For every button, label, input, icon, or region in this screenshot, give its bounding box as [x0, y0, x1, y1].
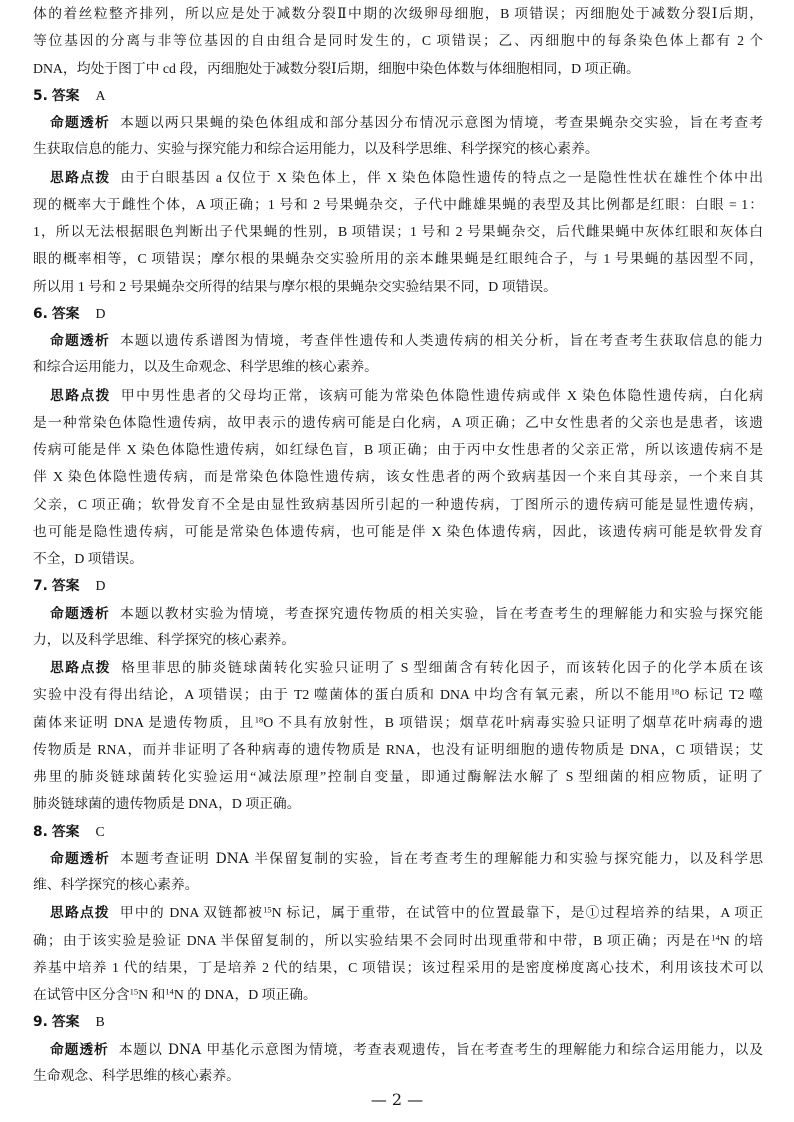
answer-value: D — [95, 578, 106, 594]
hint-line — [33, 927, 763, 954]
hint-text: N 的 DNA，D 项正确。 — [173, 987, 317, 1002]
hint-line: 1，所以无法根据眼色判断出子代果蝇的性别，B 项错误；1 号和 2 号果蝇杂交，后代雌果蝇中灰体红眼和灰体白 — [33, 224, 763, 239]
hint-text: O 不具有放射性，B 项错误；烟草花叶病毒实验只证明了烟草花叶病毒的遗 — [263, 714, 763, 730]
analysis-text: 本题以教材实验为情境，考查探究遗传物质的相关实验，旨在考查考生的理解能力和实验与探究能 — [119, 605, 764, 622]
analysis-line: 生命观念、科学思维的核心素养。 — [33, 1067, 240, 1084]
analysis-line — [33, 845, 763, 872]
hint-line — [33, 981, 763, 1008]
analysis-line: 生获取信息的能力、实验与探究能力和综合运用能力，以及科学思维、科学探究的核心素养。 — [33, 141, 599, 158]
question-number: 7. — [33, 578, 48, 595]
hint-line: 是一种常染色体隐性遗传病，故甲表示的遗传病可能是白化病，A 项正确；乙中女性患者的父亲也是患者，该遗 — [33, 414, 763, 430]
question-8 — [33, 818, 763, 1009]
answer-line — [33, 1008, 763, 1035]
question-6 — [33, 300, 763, 573]
hint-line: 也可能是隐性遗传病，可能是常染色体遗传病，也可能是伴 X 染色体遗传病，因此，该遗传病可能是软骨发育 — [33, 523, 763, 539]
answer-value: D — [95, 305, 106, 321]
hint-line: 眼的概率相等，C 项错误；摩尔根的果蝇杂交实验所用的亲本雌果蝇是红眼纯合子，与 1 号果蝇的基因型不同， — [33, 251, 763, 267]
answer-label: 答案 — [51, 305, 80, 322]
hint-text: 实验中没有得出结论，A 项错误；由于 T2 噬菌体的蛋白质和 DNA 中均含有氧元素，所以不能用 — [33, 687, 671, 703]
analysis-label: 命题透析 — [50, 850, 110, 867]
question-7 — [33, 572, 763, 817]
analysis-line: 维、科学探究的核心素养。 — [33, 877, 199, 893]
analysis-text: 本题以遗传系谱图为情境，考查伴性遗传和人类遗传病的相关分析，旨在考查考生获取信息的能力 — [119, 333, 764, 349]
isotope-mass-number: 15 — [263, 904, 272, 915]
analysis-line: 和综合运用能力，以及生命观念、科学思维的核心素养。 — [33, 359, 378, 376]
analysis-text: 本题考查证明 DNA 半保留复制的实验，旨在考查考生的理解能力和实验与探究能力，以及科学思 — [120, 850, 763, 867]
question-number: 6. — [33, 305, 48, 322]
hint-line: 父亲，C 项正确；软骨发育不全是由显性致病基因所引起的一种遗传病，丁图所示的遗传病可能是显性遗传病， — [33, 496, 763, 512]
hint-text: N 和 — [138, 987, 166, 1002]
question-number: 8. — [33, 823, 48, 840]
answer-label: 答案 — [51, 823, 80, 840]
question-number: 5. — [33, 87, 48, 104]
hint-line — [33, 681, 763, 708]
intro-line: DNA，均处于图丁中 cd 段，丙细胞处于减数分裂Ⅰ后期，细胞中染色体数与体细胞相同，D 项正确。 — [33, 60, 640, 76]
hint-text: 甲中男性患者的父母均正常，该病可能为常染色体隐性遗传病或伴 X 染色体隐性遗传病，白化病 — [120, 387, 763, 403]
isotope-mass-number: 18 — [670, 686, 680, 697]
analysis-text: 本题以两只果蝇的染色体组成和部分基因分布情况示意图为情境，考查果蝇杂交实验，旨在考查考 — [119, 115, 764, 131]
hint-label: 思路点拨 — [50, 905, 110, 922]
analysis-line — [33, 600, 763, 627]
hint-line — [33, 382, 763, 409]
hint-text: 确；由于该实验是验证 DNA 半保留复制的，所以实验结果不会同时出现重带和中带，B 项正确；丙是在 — [33, 932, 712, 948]
hint-line — [33, 899, 763, 926]
page-number: — 2 — — [370, 1090, 424, 1109]
question-5 — [33, 82, 763, 300]
answer-line — [33, 82, 763, 109]
isotope-mass-number: 14 — [711, 931, 720, 942]
intro-paragraph — [33, 0, 763, 82]
answer-label: 答案 — [51, 87, 80, 104]
analysis-line — [33, 1036, 763, 1063]
hint-line: 现的概率大于雌性个体，A 项正确；1 号和 2 号果蝇杂交，子代中雌雄果蝇的表型及其比例都是红眼：白眼 = 1： — [33, 196, 763, 212]
hint-line — [33, 654, 763, 681]
analysis-text: 本题以 DNA 甲基化示意图为情境，考查表观遗传，旨在考查考生的理解能力和综合运用能力，以及 — [118, 1041, 764, 1058]
hint-line — [33, 164, 763, 191]
answer-value: A — [95, 87, 106, 103]
hint-line: 所以用 1 号和 2 号果蝇杂交所得的结果与摩尔根的果蝇杂交实验结果不同，D 项错误。 — [33, 278, 557, 294]
hint-line: 传物质是 RNA，而并非证明了各种病毒的遗传物质是 RNA，也没有证明细胞的遗传物质是 DNA，C 项错误；艾 — [33, 741, 763, 757]
analysis-label: 命题透析 — [50, 115, 110, 131]
hint-line — [33, 709, 763, 736]
answer-line — [33, 572, 763, 599]
isotope-mass-number: 18 — [254, 713, 264, 724]
analysis-label: 命题透析 — [50, 605, 110, 622]
hint-line: 传病可能是伴 X 染色体隐性遗传病，如红绿色盲，B 项正确；由于丙中女性患者的父亲正常，所以该遗传病不是 — [33, 442, 763, 457]
isotope-mass-number: 15 — [129, 986, 139, 997]
answer-line — [33, 818, 763, 845]
hint-text: 菌体来证明 DNA 是遗传物质，且 — [33, 714, 255, 730]
answer-value: C — [95, 823, 105, 839]
hint-label: 思路点拨 — [50, 660, 112, 676]
hint-text: 格里菲思的肺炎链球菌转化实验只证明了 S 型细菌含有转化因子，而该转化因子的化学本质在该 — [121, 660, 763, 675]
analysis-label: 命题透析 — [50, 1041, 109, 1058]
intro-line: 等位基因的分离与非等位基因的自由组合是同时发生的，C 项错误；乙、丙细胞中的每条染色体上都有 2 个 — [33, 33, 763, 49]
hint-line: 伴 X 染色体隐性遗传病，而是常染色体隐性遗传病，该女性患者的两个致病基因一个来自其母亲，一个来自其 — [33, 469, 763, 485]
hint-text: 在试管中区分含 — [33, 987, 130, 1002]
hint-text: N 标记，属于重带，在试管中的位置最靠下，是①过程培养的结果，A 项正 — [271, 905, 764, 921]
hint-label: 思路点拨 — [50, 169, 111, 186]
analysis-line — [33, 327, 763, 354]
answer-label: 答案 — [51, 1014, 80, 1031]
page-body — [33, 0, 763, 1090]
analysis-label: 命题透析 — [50, 333, 110, 349]
hint-line: 肺炎链球菌的遗传物质是 DNA，D 项正确。 — [33, 796, 301, 812]
question-number: 9. — [33, 1014, 48, 1031]
hint-text: O 标记 T2 噬 — [679, 687, 763, 703]
answer-label: 答案 — [51, 578, 80, 595]
hint-text: 由于白眼基因 a 仅位于 X 染色体上，伴 X 染色体隐性遗传的特点之一是隐性性状在雄性个体中出 — [120, 169, 763, 185]
hint-line: 养基中培养 1 代的结果，丁是培养 2 代的结果，C 项错误；该过程采用的是密度梯度离心技术，利用该技术可以 — [33, 959, 763, 975]
hint-text: N 的培 — [719, 932, 763, 948]
hint-line: 弗里的肺炎链球菌转化实验运用“减法原理”控制自变量，即通过酶解法水解了 S 型细菌的相应物质，证明了 — [33, 769, 763, 784]
intro-line: 体的着丝粒整齐排列，所以应是处于减数分裂Ⅱ中期的次级卵母细胞，B 项错误；丙细胞处于减数分裂Ⅰ后期， — [33, 6, 763, 21]
question-9 — [33, 1008, 763, 1090]
hint-label: 思路点拨 — [50, 387, 111, 404]
answer-value: B — [95, 1014, 105, 1030]
analysis-line — [33, 109, 763, 136]
isotope-mass-number: 14 — [165, 986, 174, 997]
hint-line: 不全，D 项错误。 — [33, 551, 143, 566]
hint-text: 甲中的 DNA 双链都被 — [119, 905, 264, 921]
analysis-line: 力，以及科学思维、科学探究的核心素养。 — [33, 631, 296, 648]
answer-line — [33, 300, 763, 327]
